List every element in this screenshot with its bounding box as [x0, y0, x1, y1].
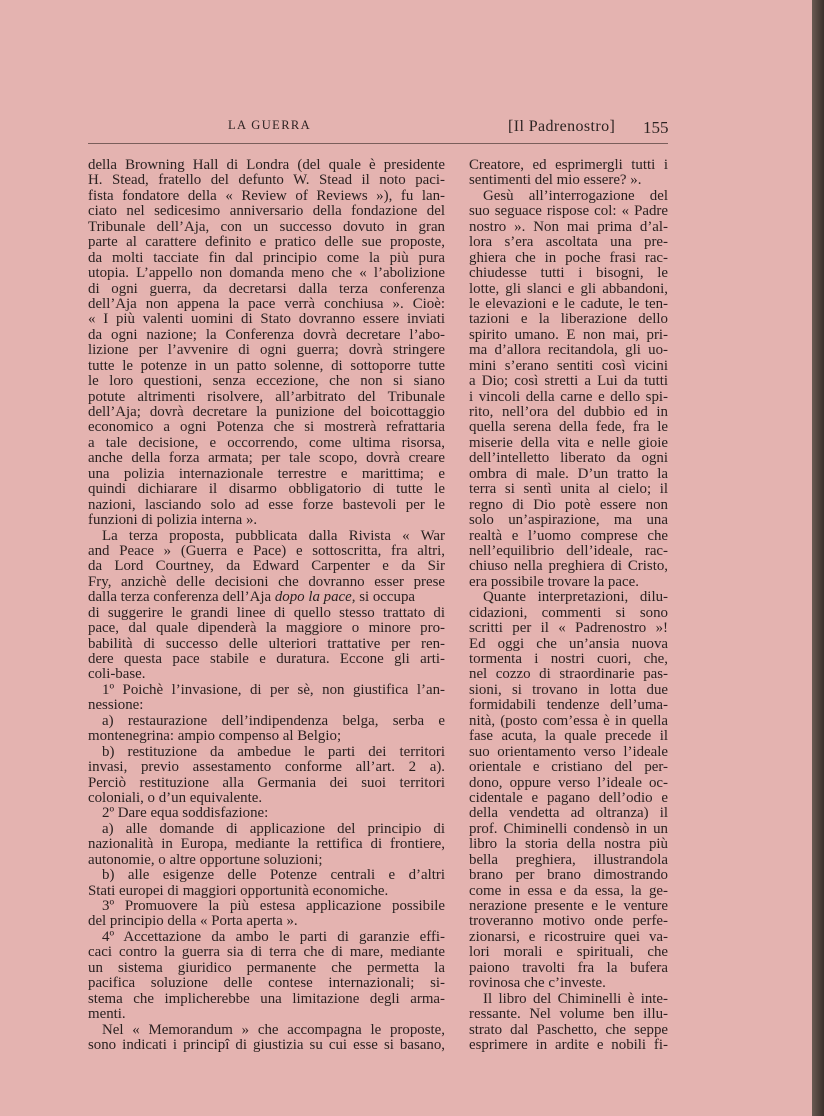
- text-line: miserie della vita e nelle gioie: [469, 435, 668, 451]
- text-line: Stati europei di maggiori opportunità economiche.: [88, 883, 389, 899]
- text-line: and Peace » (Guerra e Pace) e sottoscritta, fra altri,: [88, 543, 445, 559]
- text-line: le loro questioni, senza eccezione, che non si siano: [88, 374, 445, 390]
- text-line: nazionalità in Europa, mediante la rettifica di frontiere,: [88, 837, 445, 853]
- text-line: fase acuta, la quale precede il: [469, 729, 668, 745]
- text-line: La terza proposta, pubblicata dalla Rivista « War: [102, 528, 445, 544]
- text-line: lori morali e spirituali, che: [469, 945, 668, 961]
- text-line: nerazione presente e le venture: [469, 899, 668, 914]
- text-line: Creatore, ed esprimergli tutti i: [469, 158, 668, 173]
- text-line: Ed oggi che un’ansia nuova: [469, 636, 668, 652]
- text-line: a) alle domande di applicazione del principio di: [102, 821, 445, 837]
- text-line: potute altrimenti risolvere, all’arbitrato del Tribunale: [88, 389, 445, 405]
- text-line: nostro ». Non mai prima d’al-: [469, 219, 668, 235]
- text-line: 4º Accettazione da ambo le parti di garanzie effi-: [102, 929, 445, 945]
- text-line: pacifica soluzione delle contese internazionali; si-: [88, 976, 445, 992]
- running-head-section: [Il Padrenostro]: [508, 118, 616, 135]
- text-line: suo orientamento verso l’ideale: [469, 744, 668, 760]
- text-line: caci contro la guerra sia di terra che di mare, mediante: [88, 945, 445, 961]
- text-line: da molti tacciate fin dal principio come la più pura: [88, 250, 445, 266]
- text-line: da ogni nazione; la Conferenza dovrà decretare l’abo-: [88, 327, 445, 343]
- text-line: Gesù all’interrogazione del: [483, 188, 668, 204]
- text-line: tormenta i nostri cuori, che,: [469, 652, 668, 667]
- text-line: ciato nel sedicesimo anniversario della fondazione del: [88, 204, 445, 220]
- text-line: b) alle esigenze delle Potenze centrali e d’altri: [102, 868, 445, 884]
- text-line: montenegrina: ampio compenso al Belgio;: [88, 729, 342, 745]
- text-line: mini s’erano sentiti così vicini: [469, 358, 668, 374]
- text-line: nessione:: [88, 698, 144, 714]
- header-rule: [88, 143, 668, 144]
- text-line: lora s’era ascoltata una pre-: [469, 235, 668, 251]
- text-line: b) restituzione da ambedue le parti dei territori: [102, 744, 445, 760]
- text-line: 1º Poichè l’invasione, di per sè, non giustifica l’an-: [102, 682, 445, 698]
- text-line: 3º Promuovere la più estesa applicazione possibile: [102, 899, 445, 914]
- text-line: nità, (posto com’essa è in quella: [469, 713, 668, 729]
- text-line: a Dio; così stretti a Lui da tutti: [469, 374, 668, 390]
- text-line: babilità di successo delle ulteriori trattative per ren-: [88, 636, 445, 652]
- text-line: brano per brano dimostrando: [469, 868, 668, 884]
- text-line: zionarsi, e ricostruire quei va-: [469, 929, 668, 945]
- text-line: funzioni di polizia interna ».: [88, 513, 258, 529]
- text-line: Nel « Memorandum » che accompagna le proposte,: [102, 1022, 445, 1038]
- text-line: fista fondatore della « Review of Reviews »), fu lan-: [88, 188, 445, 204]
- text-line: dono, oppure verso l’ideale oc-: [469, 775, 668, 791]
- text-line: le elevazioni e le cadute, le ten-: [469, 296, 668, 312]
- text-line: di ogni guerra, da decretarsi dalla terza conferenza: [88, 281, 445, 297]
- text-line: quindi dichiarare il disarmo obbligatorio di tutte le: [88, 482, 445, 498]
- text-line: dell’intelletto liberato da ogni: [469, 451, 668, 467]
- text-line: terra si sentì unita al cielo; il: [469, 482, 668, 498]
- text-line: parte al carattere definito e pratico delle sue proposte,: [88, 235, 445, 251]
- text-line: quella serena della fede, fra le: [469, 420, 668, 436]
- text-line: utopia. L’appello non domanda meno che « l’abolizione: [88, 266, 445, 282]
- text-line: ma d’allora recitandola, gli uo-: [469, 343, 668, 359]
- text-line: come in essa e da essa, la ge-: [469, 883, 668, 899]
- text-line: menti.: [88, 1007, 126, 1023]
- text-line: regno di Dio potè essere non: [469, 497, 668, 513]
- text-line: nazioni, lasciando solo ad esse forze bastevoli per le: [88, 497, 445, 513]
- text-line: tazioni e la liberazione dello: [469, 312, 668, 328]
- left-text-column: [88, 158, 445, 1053]
- text-line: dell’Aja; dovrà decretare la punizione del boicottaggio: [88, 405, 445, 420]
- text-line: Tribunale dell’Aja, con un successo dovuto in gran: [88, 219, 445, 235]
- text-line: paiono travolti fra la bufera: [469, 960, 668, 976]
- text-line: rovinosa che c’investe.: [469, 976, 606, 992]
- text-line: ombra di male. D’un tratto la: [469, 466, 668, 482]
- text-line: della vendetta ad oltranza) il: [469, 806, 668, 822]
- text-line: sono indicati i principî di giustizia su cui esse si basano,: [88, 1037, 445, 1053]
- text-line: un sistema giuridico permanente che permetta la: [88, 960, 445, 976]
- text-line: cidentale e pagano dell’odio e: [469, 790, 668, 806]
- text-line: H. Stead, fratello del defunto W. Stead il noto paci-: [88, 173, 445, 189]
- text-line: suo seguace rispose col: « Padre: [469, 204, 668, 220]
- text-run: si occupa: [355, 590, 416, 606]
- text-line: pace, dal quale dipenderà la maggiore o minore pro-: [88, 621, 445, 637]
- text-line: esprimere in ardite e nobili fi-: [469, 1037, 668, 1053]
- text-line: lotte, gli slanci e gli abbandoni,: [469, 281, 668, 297]
- text-line: realtà e l’uomo comprese che: [469, 528, 668, 544]
- text-line: orientale e cristiano del per-: [469, 760, 668, 776]
- text-line: rito, nell’ora del dubbio ed in: [469, 405, 668, 420]
- text-line: coli-base.: [88, 667, 146, 683]
- text-line: scritti per il « Padrenostro »!: [469, 621, 668, 637]
- text-line: lizione per l’avvenire di ogni guerra; dovrà stringere: [88, 343, 445, 359]
- text-line: formidabili tendenze dell’uma-: [469, 698, 668, 714]
- text-line: bella preghiera, illustrandola: [469, 852, 668, 868]
- text-line: stema che implicherebbe una limitazione degli arma-: [88, 991, 445, 1007]
- text-line: solo un’aspirazione, ma una: [469, 513, 668, 529]
- text-line: Il libro del Chiminelli è inte-: [483, 991, 668, 1007]
- text-line: della Browning Hall di Londra (del quale è presidente: [88, 158, 445, 173]
- text-line: 2º Dare equa soddisfazione:: [102, 806, 269, 822]
- text-line: da Lord Courtney, da Edward Carpenter e da Sir: [88, 559, 445, 575]
- text-line: Perciò restituzione alla Germania dei suoi territori: [88, 775, 445, 791]
- text-line: dere questa pace stabile e duratura. Eccone gli arti-: [88, 652, 445, 667]
- text-run: dalla terza conferenza dell’Aja: [88, 590, 275, 606]
- book-spine-edge: [812, 0, 824, 1116]
- running-head-title: LA GUERRA: [228, 118, 312, 132]
- text-line: sioni, si trovano in lotta due: [469, 682, 668, 698]
- text-line: i vincoli della carne e dello spi-: [469, 389, 668, 405]
- text-line: era possibile trovare la pace.: [469, 574, 639, 590]
- text-line: prof. Chiminelli condensò in un: [469, 821, 668, 837]
- italic-text-run: dopo la pace,: [274, 590, 356, 606]
- text-line: a) restaurazione dell’indipendenza belga, serba e: [102, 713, 445, 729]
- text-line-with-italic: [88, 590, 445, 605]
- text-line: autonomie, o altre opportune soluzioni;: [88, 852, 323, 868]
- text-line: nell’equilibrio dell’ideale, rac-: [469, 543, 668, 559]
- text-line: troveranno motivo onde perfe-: [469, 914, 668, 930]
- text-line: ressante. Nel volume ben illu-: [469, 1007, 668, 1023]
- text-line: del principio della « Porta aperta ».: [88, 914, 298, 930]
- text-line: sentimenti del mio essere? ».: [469, 173, 642, 189]
- text-line: cidazioni, commenti si sono: [469, 605, 668, 621]
- text-line: tutte le potenze in un patto solenne, di sottoporre tutte: [88, 358, 445, 374]
- text-line: Fry, anzichè delle decisioni che dovranno esser prese: [88, 574, 445, 590]
- text-line: chiudesse tutti i bisogni, le: [469, 266, 668, 282]
- text-line: anche della forza armata; per tale scopo, dovrà creare: [88, 451, 445, 467]
- text-line: di suggerire le grandi linee di quello stesso trattato di: [88, 605, 445, 621]
- text-line: « I più valenti uomini di Stato dovranno essere inviati: [88, 312, 445, 328]
- text-line: strato dal Paschetto, che seppe: [469, 1022, 668, 1038]
- text-line: libro la storia della nostra più: [469, 837, 668, 853]
- text-line: chiuso nella preghiera di Cristo,: [469, 559, 668, 575]
- text-line: ghiera che in poche frasi rac-: [469, 250, 668, 266]
- text-line: economico a ogni Potenza che si mostrerà refrattaria: [88, 420, 445, 436]
- page-number: 155: [643, 118, 669, 137]
- text-line: invasi, previo assestamento conforme all’art. 2 a).: [88, 760, 445, 776]
- right-text-column: [469, 158, 668, 1053]
- text-line: coloniali, o d’un equivalente.: [88, 790, 263, 806]
- text-line: spirito umano. E non mai, pri-: [469, 327, 668, 343]
- text-line: dell’Aja non appena la pace verrà conchiusa ». Cioè:: [88, 296, 445, 312]
- text-line: una polizia internazionale terrestre e marittima; e: [88, 466, 445, 482]
- text-line: Quante interpretazioni, dilu-: [483, 590, 668, 606]
- text-line: nel cozzo di straordinarie pas-: [469, 667, 668, 683]
- text-line: a tale decisione, e occorrendo, come ultima risorsa,: [88, 435, 445, 451]
